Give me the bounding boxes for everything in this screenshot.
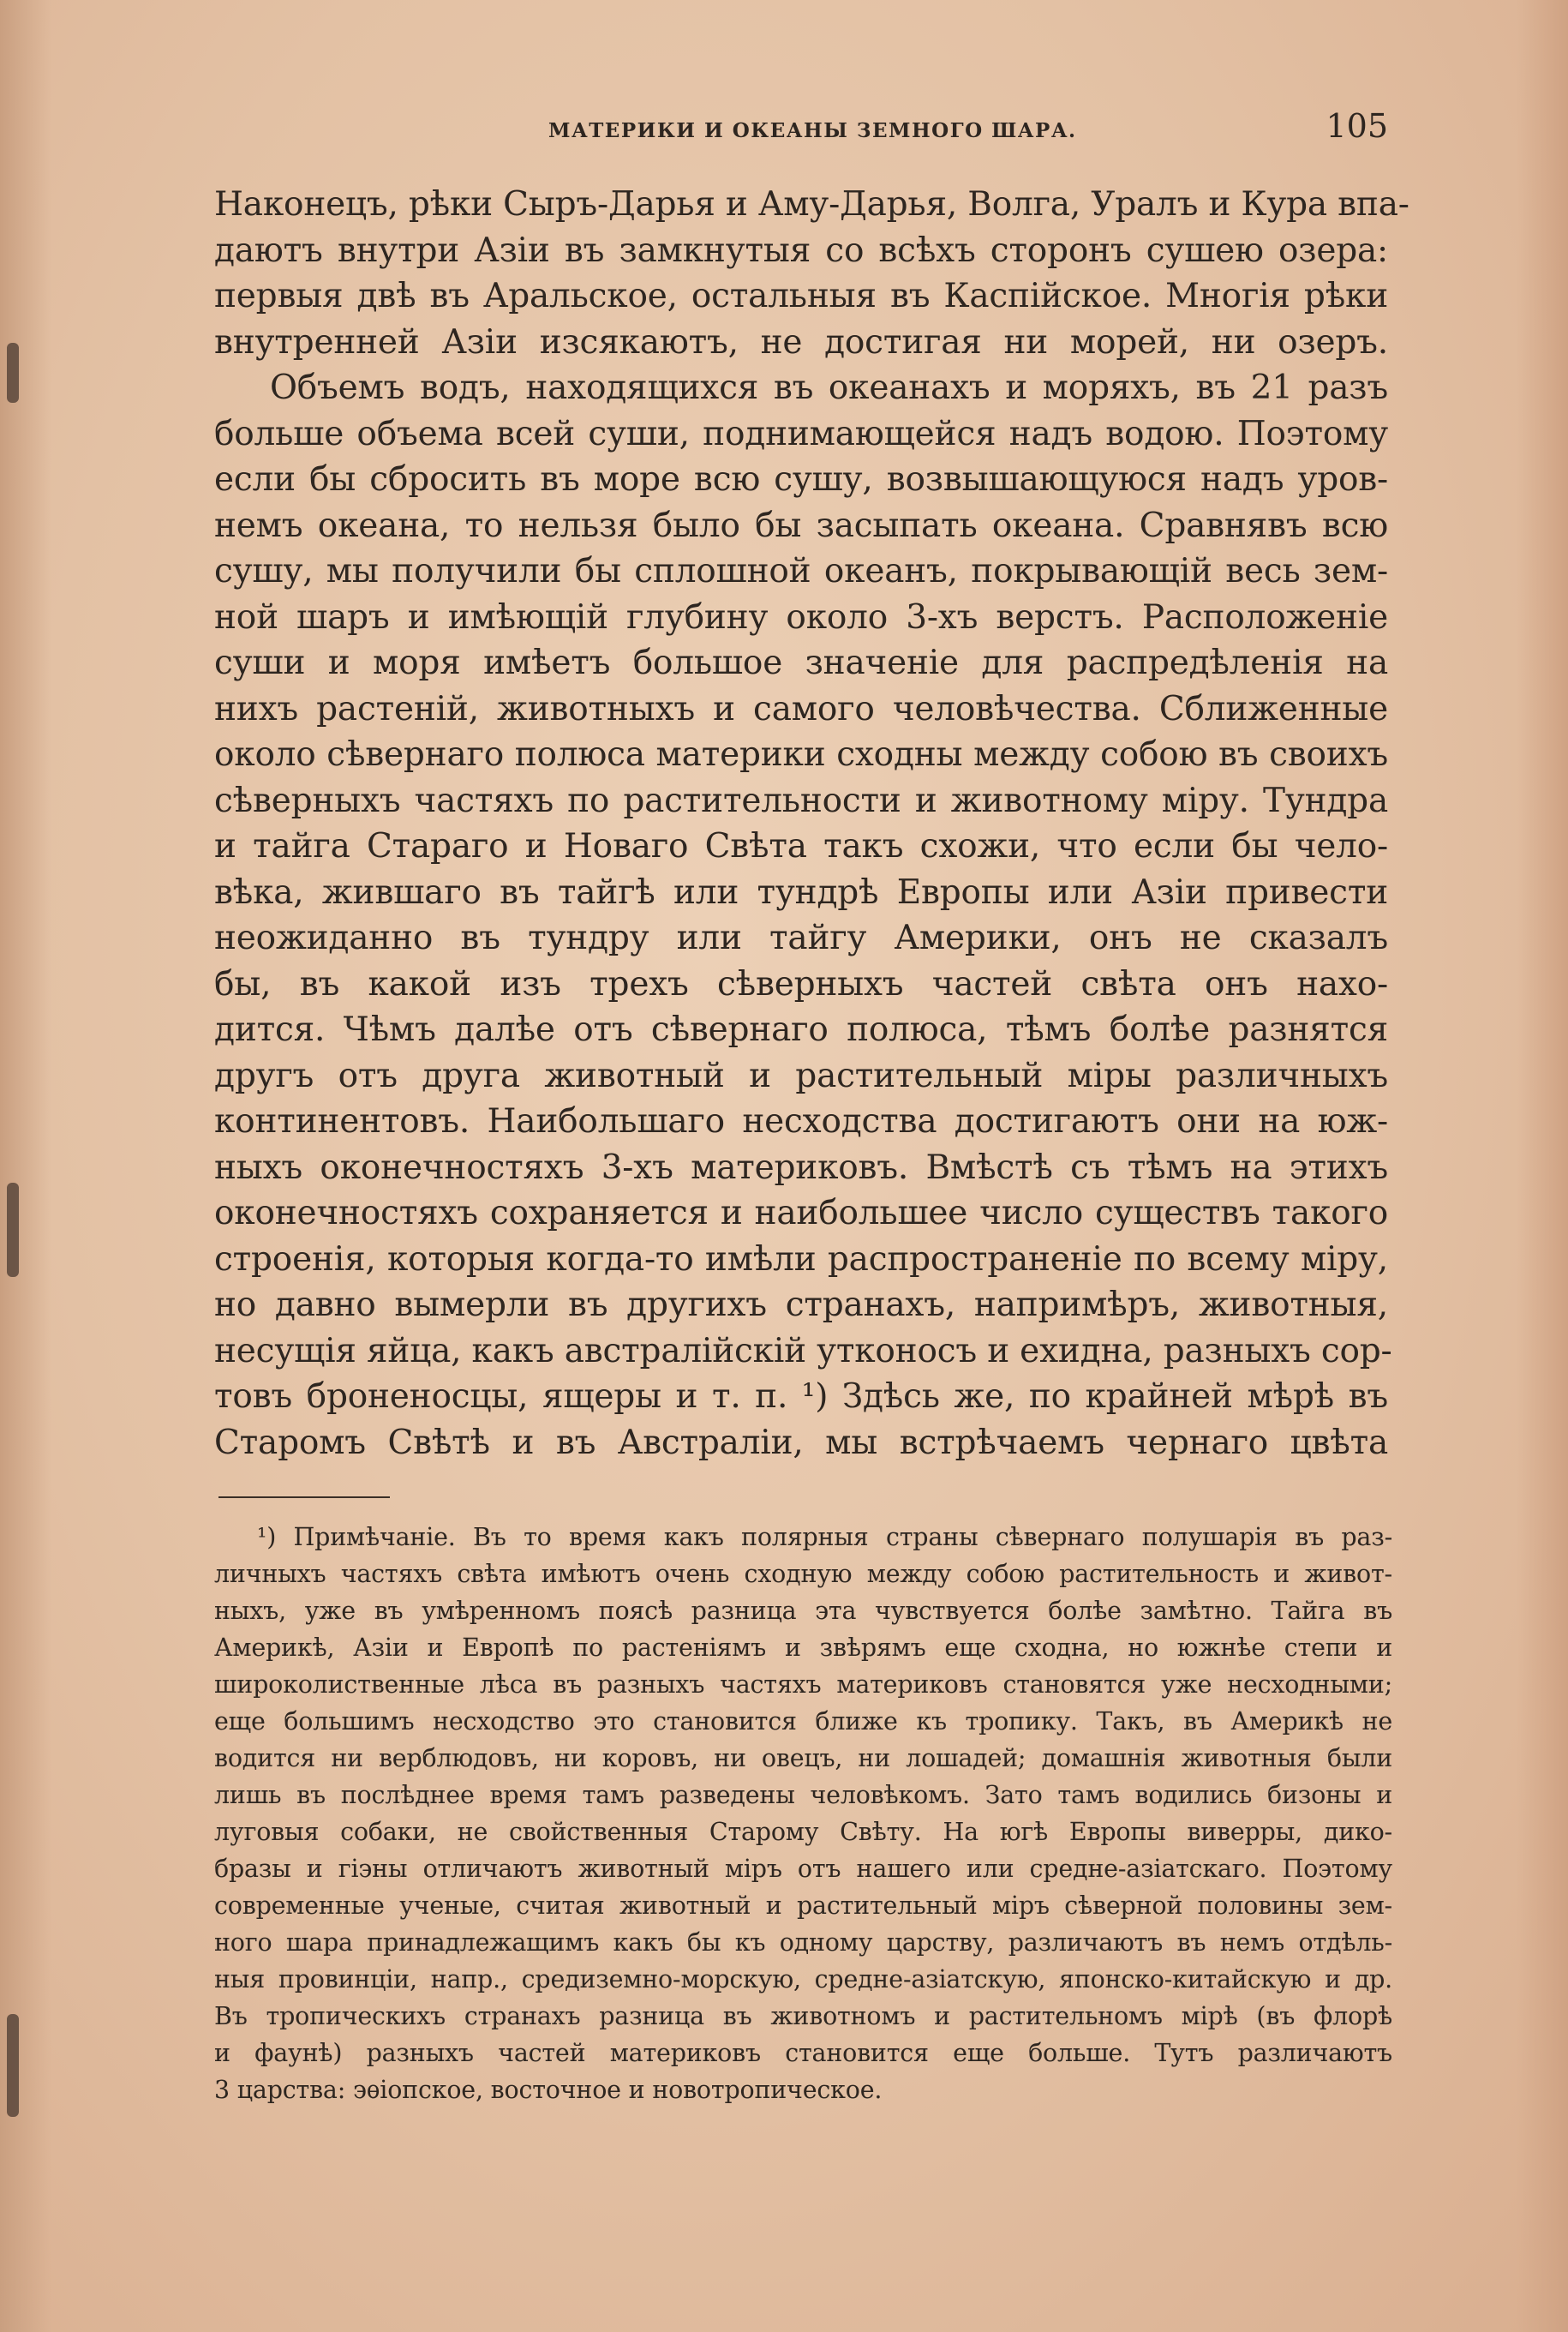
page-header — [214, 107, 1388, 159]
running-title: МАТЕРИКИ И ОКЕАНЫ ЗЕМНОГО ШАРА. — [548, 119, 1077, 142]
text-line: другъ отъ друга животный и растительный міры различныхъ — [214, 1056, 1388, 1095]
footnote-line: ныя провинціи, напр., средиземно-морскую, средне-азіатскую, японско-китайскую и др. — [214, 1965, 1392, 1993]
footnote-line: широколиственные лѣса въ разныхъ частяхъ материковъ становятся уже несходными; — [214, 1670, 1392, 1699]
text-line: сушу, мы получили бы сплошной океанъ, покрывающій весь зем- — [214, 552, 1388, 590]
text-line: ныхъ оконечностяхъ 3-хъ материковъ. Вмѣстѣ съ тѣмъ на этихъ — [214, 1148, 1388, 1187]
binding-mark — [7, 2014, 19, 2117]
text-line: ной шаръ и имѣющій глубину около 3-хъ верстъ. Расположеніе — [214, 597, 1388, 637]
footnote-line: водится ни верблюдовъ, ни коровъ, ни овецъ, ни лошадей; домашнія животныя были — [214, 1744, 1392, 1772]
page-shadow-right — [1517, 0, 1568, 2332]
text-line: около сѣвернаго полюса материки сходны между собою въ своихъ — [214, 735, 1388, 774]
footnote-line: ныхъ, уже въ умѣренномъ поясѣ разница эта чувствуется болѣе замѣтно. Тайга въ — [214, 1597, 1392, 1625]
text-line: оконечностяхъ сохраняется и наибольшее число существъ такого — [214, 1194, 1388, 1232]
text-line: товъ броненосцы, ящеры и т. п. ¹) Здѣсь же, по крайней мѣрѣ въ — [214, 1377, 1388, 1416]
page-number: 105 — [1326, 107, 1388, 145]
text-line: внутренней Азіи изсякаютъ, не достигая ни морей, ни озеръ. — [214, 322, 1388, 362]
text-line: неожиданно въ тундру или тайгу Америки, онъ не сказалъ — [214, 919, 1388, 957]
text-line: сѣверныхъ частяхъ по растительности и животному міру. Тундра — [214, 781, 1388, 820]
footnote-divider — [218, 1496, 390, 1498]
text-line: если бы сбросить въ море всю сушу, возвышающуюся надъ уров- — [214, 460, 1388, 499]
text-line: суши и моря имѣетъ большое значеніе для распредѣленія на — [214, 644, 1388, 682]
footnote-line: и фаунѣ) разныхъ частей материковъ становится еще больше. Тутъ различаютъ — [214, 2039, 1392, 2067]
footnote-line: ¹) Примѣчаніе. Въ то время какъ полярныя страны сѣвернаго полушарія въ раз- — [257, 1523, 1392, 1551]
text-line: но давно вымерли въ другихъ странахъ, напримѣръ, животныя, — [214, 1286, 1388, 1324]
footnote — [214, 1519, 1392, 2108]
footnote-line: лишь въ послѣднее время тамъ разведены человѣкомъ. Зато тамъ водились бизоны и — [214, 1781, 1392, 1809]
text-line: Старомъ Свѣтѣ и въ Австраліи, мы встрѣчаемъ чернаго цвѣта — [214, 1423, 1388, 1462]
footnote-line: 3 царства: эѳіопское, восточное и новотропическое. — [214, 2076, 883, 2104]
footnote-line: ного шара принадлежащимъ какъ бы къ одному царству, различаютъ въ немъ отдѣль- — [214, 1928, 1392, 1957]
text-line: Объемъ водъ, находящихся въ океанахъ и моряхъ, въ 21 разъ — [270, 369, 1388, 407]
footnote-line: еще большимъ несходство это становится ближе къ тропику. Такъ, въ Америкѣ не — [214, 1707, 1392, 1736]
text-line: первыя двѣ въ Аральское, остальныя въ Каспійское. Многія рѣки — [214, 277, 1388, 315]
binding-mark — [7, 343, 19, 403]
text-line: немъ океана, то нельзя было бы засыпать океана. Сравнявъ всю — [214, 506, 1388, 545]
text-line: больше объема всей суши, поднимающейся надъ водою. Поэтому — [214, 414, 1388, 453]
text-line: несущія яйца, какъ австралійскій утконосъ и ехидна, разныхъ сор- — [214, 1331, 1392, 1370]
text-line: нихъ растеній, животныхъ и самого человѣчества. Сближенные — [214, 689, 1388, 728]
text-line: вѣка, жившаго въ тайгѣ или тундрѣ Европы или Азіи привести — [214, 872, 1388, 912]
footnote-line: современные ученые, считая животный и растительный міръ сѣверной половины зем- — [214, 1891, 1392, 1920]
text-line: Наконецъ, рѣки Сыръ-Дарья и Аму-Дарья, Волга, Уралъ и Кура впа- — [214, 185, 1409, 224]
footnote-line: луговыя собаки, не свойственныя Старому Свѣту. На югѣ Европы виверры, дико- — [214, 1818, 1392, 1846]
binding-mark — [7, 1183, 19, 1277]
footnote-line: Въ тропическихъ странахъ разница въ животномъ и растительномъ мірѣ (въ флорѣ — [214, 2002, 1392, 2030]
footnote-line: личныхъ частяхъ свѣта имѣютъ очень сходную между собою растительность и живот- — [214, 1560, 1392, 1588]
text-line: строенія, которыя когда-то имѣли распространеніе по всему міру, — [214, 1239, 1388, 1279]
text-line: континентовъ. Наибольшаго несходства достигаютъ они на юж- — [214, 1102, 1388, 1141]
text-line: даютъ внутри Азіи въ замкнутыя со всѣхъ сторонъ сушею озера: — [214, 231, 1388, 270]
footnote-line: бразы и гіэны отличаютъ животный міръ отъ нашего или средне-азіатскаго. Поэтому — [214, 1855, 1392, 1883]
text-line: бы, въ какой изъ трехъ сѣверныхъ частей свѣта онъ нахо- — [214, 964, 1388, 1004]
footnote-line: Америкѣ, Азіи и Европѣ по растеніямъ и звѣрямъ еще сходна, но южнѣе степи и — [214, 1634, 1392, 1662]
text-line: и тайга Стараго и Новаго Свѣта такъ схожи, что если бы чело- — [214, 827, 1388, 866]
text-line: дится. Чѣмъ далѣе отъ сѣвернаго полюса, тѣмъ болѣе разнятся — [214, 1010, 1388, 1049]
main-text — [214, 182, 1409, 1466]
